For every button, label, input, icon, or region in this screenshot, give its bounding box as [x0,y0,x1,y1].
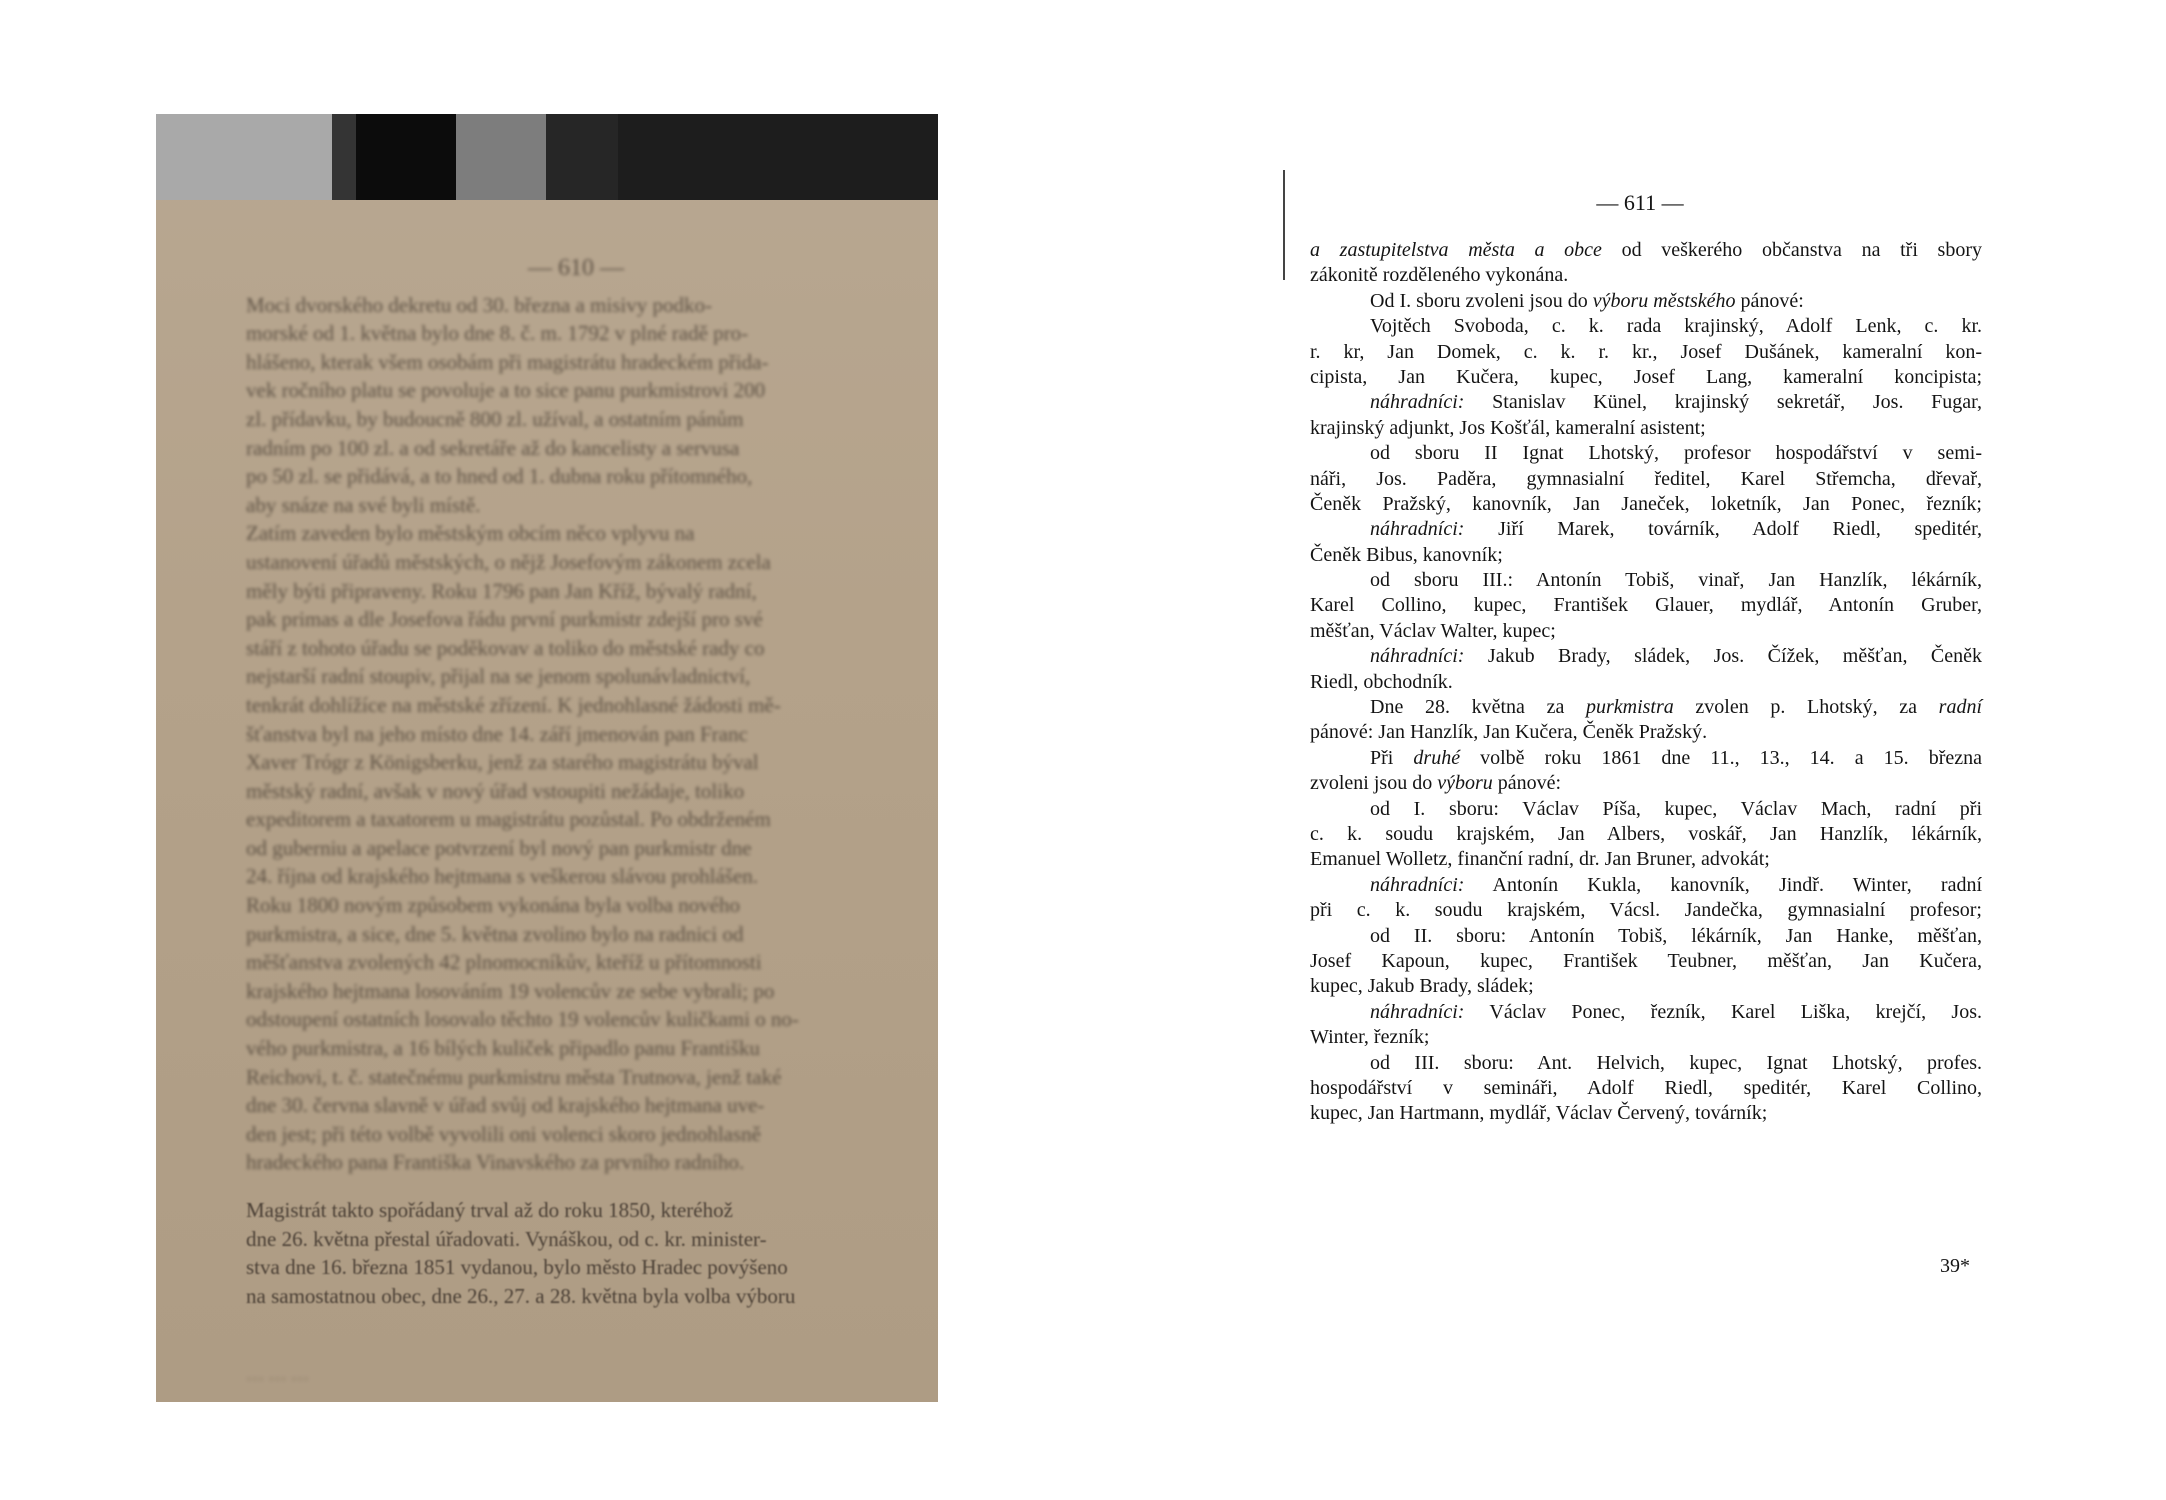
left-text-line: krajského hejtmana losováním 19 volencův ze sebe vybrali; po [246,978,775,1003]
right-text-line: od II. sboru: Antonín Tobiš, lékárník, Jan Hanke, měšťan, [1370,924,1982,947]
right-text-line: Josef Kapoun, kupec, František Teubner, měšťan, Jan Kučera, [1310,949,1982,972]
right-text-line: náři, Jos. Paděra, gymnasialní ředitel, Karel Střemcha, dřevař, [1310,467,1982,490]
right-text-line: od sboru II Ignat Lhotský, profesor hospodářství v semi- [1370,442,1982,465]
right-text-line: Čeněk Pražský, kanovník, Jan Janeček, loketník, Jan Ponec, řezník; [1310,492,1982,515]
right-text-line: Vojtěch Svoboda, c. k. rada krajinský, Adolf Lenk, c. kr. [1370,315,1982,338]
left-text-line: morské od 1. května bylo dne 8. č. m. 1792 v plné radě pro- [246,321,749,346]
right-text-line: a zastupitelstva města a obce od veškerého občanstva na tři sbory [1310,239,1982,261]
left-page-number: — 610 — [528,255,624,281]
right-text-line: zákonitě rozděleného vykonána. [1310,264,1569,287]
left-text-line: hlášeno, kterak všem osobám při magistrátu hradeckém přida- [246,349,769,374]
left-text-line: aby snáze na své byli místě. [246,492,481,517]
right-text-line: náhradníci: Stanislav Künel, krajinský sekretář, Jos. Fugar, [1370,391,1982,414]
left-text-line: šťanstva byl na jeho místo dne 14. září jmenován pan Franc [246,721,748,746]
right-text-line: náhradníci: Jakub Brady, sládek, Jos. Čížek, měšťan, Čeněk [1370,645,1982,668]
right-text-line: Čeněk Bibus, kanovník; [1310,543,1503,566]
left-page-footer: … … … [246,1364,309,1384]
left-text-line: Reichovi, t. č. statečnému purkmistru města Trutnova, jenž také [246,1064,782,1089]
strip-block [618,114,938,200]
strip-block [456,114,546,200]
right-text-line: náhradníci: Jiří Marek, továrník, Adolf Riedl, speditér, [1370,518,1982,541]
right-page-text [1310,238,1982,1127]
left-text-line: Xaver Trógr z Königsberku, jenž za starého magistrátu býval [246,750,759,775]
left-text-line: expeditorem a taxatorem u magistrátu pozůstal. Po obdrženém [246,807,771,832]
left-text-line: měly býti připraveny. Roku 1796 pan Jan Kříž, bývalý radní, [246,578,757,603]
margin-rule [1283,170,1285,280]
right-text-line: při c. k. soudu krajském, Vácsl. Jandečka, gymnasialní profesor; [1310,899,1982,922]
right-text-line: zvoleni jsou do výboru pánové: [1310,772,1562,795]
left-text-line: purkmistra, a sice, dne 5. května zvolino bylo na radnici od [246,921,744,946]
left-text-line: stáří z tohoto úřadu se poděkovav a toliko do městské rady co [246,635,765,660]
left-text-line: tenkrát dohlížíce na městské zřízení. K jednohlasné žádosti mě- [246,692,781,717]
strip-block [156,114,332,200]
right-text-line: měšťan, Václav Walter, kupec; [1310,619,1556,642]
right-text-line: Riedl, obchodník. [1310,670,1453,693]
left-text-line: městský radní, avšak v nový úřad vstoupiti nežádaje, toliko [246,778,745,803]
right-text-line: cipista, Jan Kučera, kupec, Josef Lang, kameralní koncipista; [1310,365,1982,388]
right-text-line: kupec, Jakub Brady, sládek; [1310,975,1534,998]
left-text-line: hradeckého pana Františka Vinavského za prvního radního. [246,1150,745,1175]
right-text-line: od sboru III.: Antonín Tobiš, vinař, Jan Hanzlík, lékárník, [1370,569,1982,592]
right-text-line: Dne 28. května za purkmistra zvolen p. Lhotský, za radní [1370,696,1982,719]
left-text-line: měšťanstva zvolených 42 plnomocníkův, kteříž u přítomnosti [246,950,762,975]
left-bottom-line: dne 26. května přestal úřadovati. Vynáškou, od c. kr. minister- [246,1226,767,1251]
left-text-line: Zatím zaveden bylo městským obcím něco vplyvu na [246,521,695,546]
right-text-line: pánové: Jan Hanzlík, Jan Kučera, Čeněk Pražský. [1310,721,1708,744]
right-text-line: náhradníci: Václav Ponec, řezník, Karel Liška, krejčí, Jos. [1370,1000,1982,1023]
left-text-line: 24. října od krajského hejtmana s veškerou slávou prohlášen. [246,864,759,889]
signature-mark: 39* [1940,1255,1970,1277]
left-text-line: od guberniu a apelace potvrzení byl nový pan purkmistr dne [246,835,752,860]
right-text-line: Winter, řezník; [1310,1026,1430,1049]
left-bottom-line: stva dne 16. března 1851 vydanou, bylo město Hradec povýšeno [246,1255,788,1280]
right-text-line: krajinský adjunkt, Jos Košťál, kameralní asistent; [1310,416,1706,439]
right-text-line: Emanuel Wolletz, finanční radní, dr. Jan Bruner, advokát; [1310,848,1770,871]
right-text-line: Při druhé volbě roku 1861 dne 11., 13., 14. a 15. března [1370,746,1983,769]
left-text-line: nejstarší radní stoupiv, přijal na se jenom spolunávladnictví, [246,664,751,689]
left-text-line: zl. přídavku, by budoucně 800 zl. užíval, a ostatním pánům [246,406,744,431]
left-text-line: Roku 1800 novým způsobem vykonána byla volba nového [246,893,741,918]
left-page-text [246,254,906,1177]
right-text-line: c. k. soudu krajském, Jan Albers, voskář, Jan Hanzlík, lékárník, [1310,822,1982,845]
right-page-number: — 611 — [1596,190,1684,215]
right-text-line: náhradníci: Antonín Kukla, kanovník, Jindř. Winter, radní [1370,873,1982,896]
left-text-line: vého purkmistra, a 16 bílých kuliček připadlo panu Františku [246,1036,760,1061]
left-text-line: dne 30. června slavně v úřad svůj od krajského hejtmana uve- [246,1093,765,1118]
left-text-line: Moci dvorského dekretu od 30. března a misivy podko- [246,292,712,317]
left-text-line: odstoupení ostatních losovalo těchto 19 volencův kuličkami o no- [246,1007,799,1032]
left-text-line: ustanovení úřadů městských, o nějž Josefovým zákonem zcela [246,549,771,574]
right-text-line: hospodářství v semináři, Adolf Riedl, speditér, Karel Collino, [1310,1076,1982,1099]
left-bottom-line: na samostatnou obec, dne 26., 27. a 28. května byla volba výboru [246,1283,796,1308]
strip-block [332,114,356,200]
left-text-line: pak primas a dle Josefova řádu první purkmistr zdejší pro své [246,607,763,632]
right-text-line: od I. sboru: Václav Píša, kupec, Václav Mach, radní při [1370,797,1982,820]
right-text-line: Karel Collino, kupec, František Glauer, mydlář, Antonín Gruber, [1310,594,1982,617]
strip-block [546,114,618,200]
left-page-bottom-text [246,1196,906,1310]
right-text-line: Od I. sboru zvoleni jsou do výboru městského pánové: [1370,289,1804,312]
scan-calibration-strip [156,114,938,200]
left-scanned-page [156,114,938,1402]
right-text-line: kupec, Jan Hartmann, mydlář, Václav Červený, továrník; [1310,1102,1768,1125]
left-text-line: po 50 zl. se přidává, a to hned od 1. dubna roku přítomného, [246,464,753,489]
left-text-line: radním po 100 zl. a od sekretáře až do kancelisty a servusa [246,435,740,460]
left-text-line: vek ročního platu se povoluje a to sice panu purkmistrovi 200 [246,378,766,403]
right-text-line: od III. sboru: Ant. Helvich, kupec, Ignat Lhotský, profes. [1370,1051,1982,1074]
left-paragraphs [246,291,906,1177]
strip-block [356,114,456,200]
right-text-line: r. kr, Jan Domek, c. k. r. kr., Josef Dušánek, kameralní kon- [1310,340,1982,363]
left-text-line: den jest; při této volbě vyvolili oni volenci skoro jednohlasně [246,1121,761,1146]
left-bottom-line: Magistrát takto spořádaný trval až do roku 1850, kteréhož [246,1198,733,1222]
